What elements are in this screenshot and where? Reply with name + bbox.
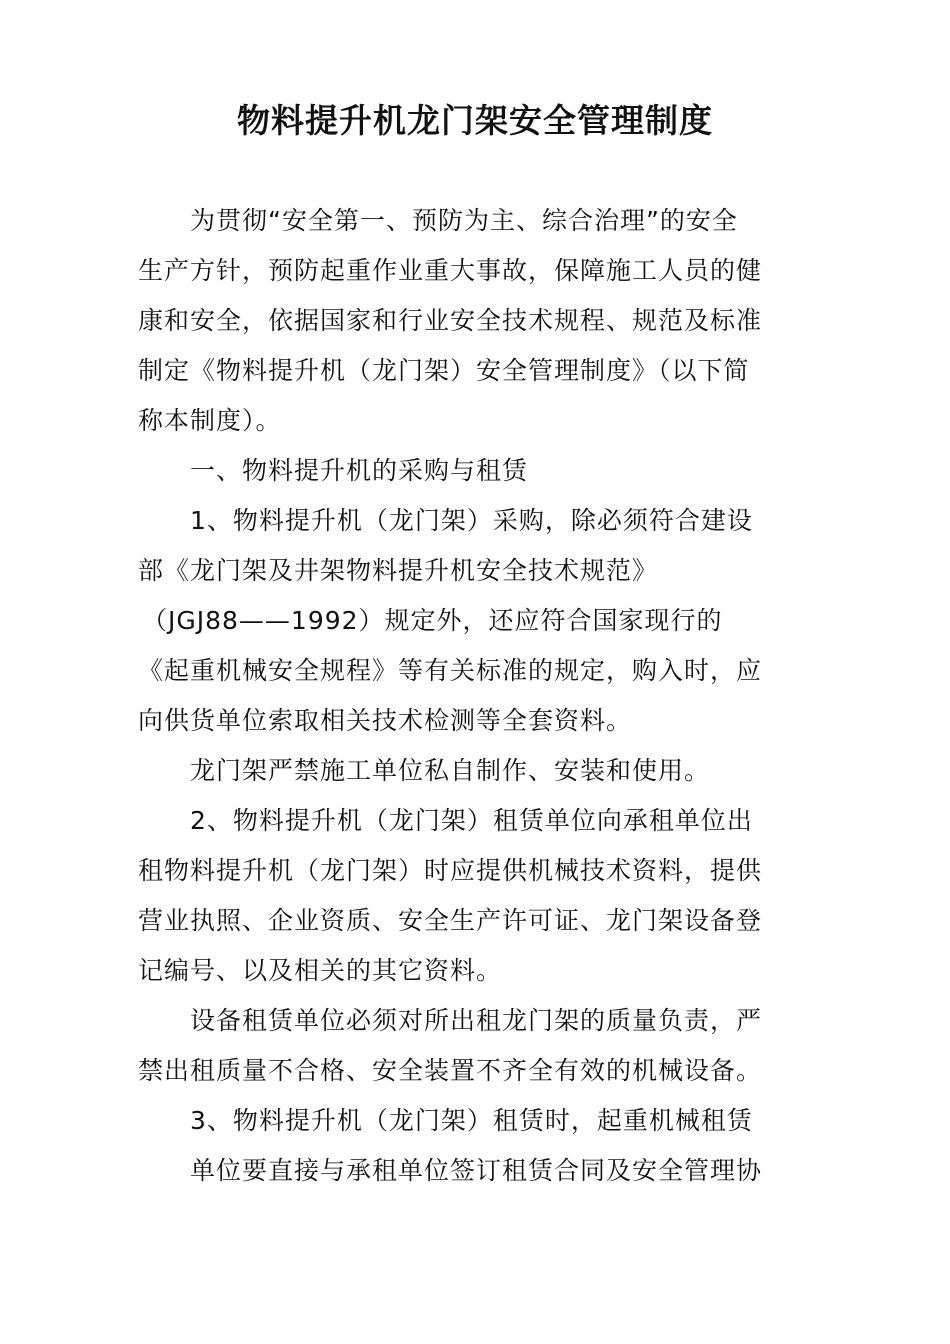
paragraph-line: 康和安全，依据国家和行业安全技术规程、规范及标准: [138, 306, 763, 335]
paragraph-line: 制定《物料提升机（龙门架）安全管理制度》（以下简: [138, 356, 750, 385]
paragraph-line: 记编号、以及相关的其它资料。: [138, 956, 503, 985]
paragraph-line: 向供货单位索取相关技术检测等全套资料。: [138, 706, 633, 735]
paragraph-line: 生产方针，预防起重作业重大事故，保障施工人员的健: [138, 256, 763, 285]
paragraph-line: 单位要直接与承租单位签订租赁合同及安全管理协: [138, 1156, 763, 1185]
paragraph-line: 称本制度）。: [138, 406, 282, 435]
paragraph-line: 为贯彻“安全第一、预防为主、综合治理”的安全: [138, 206, 738, 235]
paragraph-line: 龙门架严禁施工单位私自制作、安装和使用。: [138, 756, 711, 785]
paragraph-line: 《起重机械安全规程》等有关标准的规定，购入时，应: [138, 656, 763, 685]
paragraph-line: 禁出租质量不合格、安全装置不齐全有效的机械设备。: [138, 1056, 763, 1085]
paragraph-line: 租物料提升机（龙门架）时应提供机械技术资料，提供: [138, 856, 763, 885]
paragraph-line: 设备租赁单位必须对所出租龙门架的质量负责，严: [138, 1006, 763, 1035]
paragraph-line: 2、物料提升机（龙门架）租赁单位向承租单位出: [138, 806, 753, 835]
paragraph-line: 营业执照、企业资质、安全生产许可证、龙门架设备登: [138, 906, 763, 935]
paragraph-line: 3、物料提升机（龙门架）租赁时，起重机械租赁: [138, 1106, 753, 1135]
section-heading: 一、物料提升机的采购与租赁: [138, 456, 529, 485]
document-title: 物料提升机龙门架安全管理制度: [237, 101, 713, 140]
paragraph-line: （JGJ88——1992）规定外，还应符合国家现行的: [142, 606, 723, 635]
paragraph-line: 部《龙门架及井架物料提升机安全技术规范》: [138, 556, 659, 585]
paragraph-line: 1、物料提升机（龙门架）采购，除必须符合建设: [138, 506, 753, 535]
